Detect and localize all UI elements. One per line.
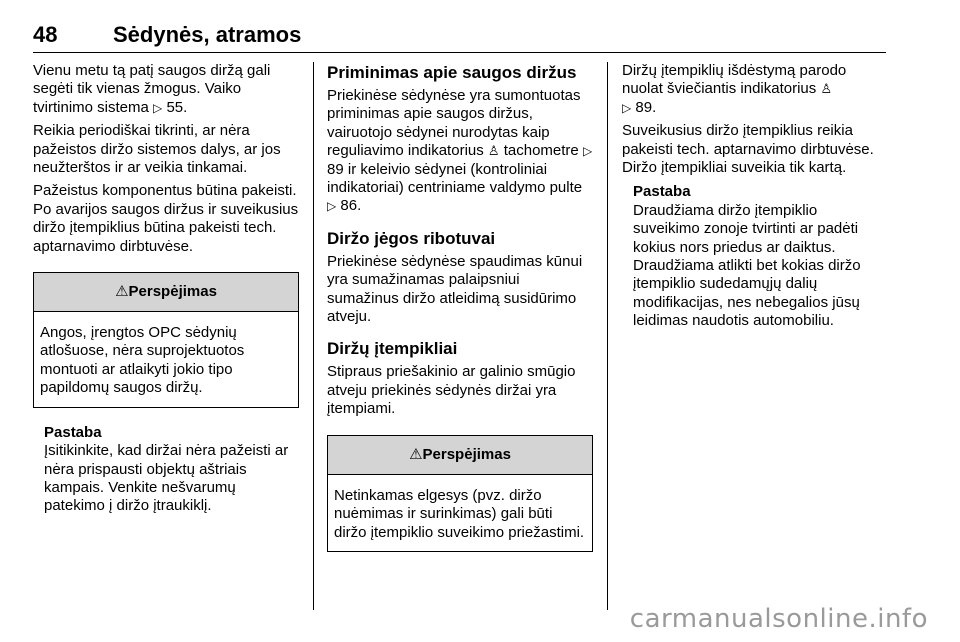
paragraph: Priekinėse sėdynėse yra sumontuotas priminimas apie saugos diržus, vairuotojo sėdynei nurodytas kaip reguliavimo indikatorius ♙ tachometre ▷ 89 ir keleivio sėdynei (kontroliniai indikatoriai) centriniame valdymo pulte ▷ 86.	[327, 87, 593, 215]
column-middle	[327, 62, 593, 552]
page-ref-arrow-icon: ▷	[327, 199, 337, 214]
paragraph: Diržų įtempiklių išdėstymą parodo nuolat šviečiantis indikatorius ♙ ▷ 89.	[622, 62, 847, 116]
column-divider	[607, 62, 608, 610]
page-title: Sėdynės, atramos	[113, 22, 302, 47]
note-block	[633, 183, 888, 330]
warning-triangle-icon: ⚠	[409, 445, 423, 463]
warning-triangle-icon: ⚠	[115, 283, 129, 301]
section-heading: Diržų įtempikliai	[327, 339, 458, 359]
column-left	[33, 62, 299, 516]
note-title: Pastaba	[44, 423, 102, 441]
paragraph: Suveikusius diržo įtempiklius reikia pakeisti tech. aptarnavimo dirbtuvėse. Diržo įtempikliai suveikia tik kartą.	[622, 122, 874, 177]
warning-header: ⚠Perspėjimas	[328, 436, 592, 475]
warning-box	[33, 272, 299, 408]
column-right	[622, 62, 888, 331]
warning-box	[327, 435, 593, 552]
paragraph: Pažeistus komponentus būtina pakeisti. Po avarijos saugos diržus ir suveikusius diržo įtempiklius būtina pakeisti tech. aptarnavimo dirbtuvėse.	[33, 182, 299, 255]
paragraph: Reikia periodiškai tikrinti, ar nėra pažeistos diržo sistemos dalys, ar jos neužterštos ir ar veikia tinkamai.	[33, 122, 281, 177]
note-body: Įsitikinkite, kad diržai nėra pažeisti ar nėra prispausti objektų aštriais kampais. Venkite nešvarumų patekimo į diržo įtraukiklį.	[44, 442, 289, 515]
warning-header: ⚠Perspėjimas	[34, 273, 298, 312]
airbag-indicator-icon: ♙	[820, 81, 833, 97]
watermark: carmanualsonline.info	[629, 604, 928, 634]
page-ref-link[interactable]: 55.	[166, 98, 188, 116]
page-ref-arrow-icon: ▷	[622, 100, 632, 115]
warning-body: Angos, įrengtos OPC sėdynių atlošuose, nėra suprojektuotos montuoti ar atlaikyti jokio tipo papildomų saugos diržų.	[40, 324, 245, 397]
paragraph: Stipraus priešakinio ar galinio smūgio atveju priekinės sėdynės diržai yra įtempiami.	[327, 363, 576, 418]
paragraph: Vienu metu tą patį saugos diržą gali segėti tik vienas žmogus. Vaiko tvirtinimo sistema ▷ 55.	[33, 62, 271, 116]
page-ref-link[interactable]: 89.	[635, 98, 657, 116]
note-block	[44, 424, 299, 516]
page-ref-arrow-icon: ▷	[582, 144, 593, 159]
note-title: Pastaba	[633, 183, 691, 201]
section-heading: Diržo jėgos ribotuvai	[327, 228, 496, 248]
paragraph: Priekinėse sėdynėse spaudimas kūnui yra sumažinamas palaipsniui sumažinus diržo atleidimą susidūrimo atveju.	[327, 252, 583, 326]
seatbelt-reminder-icon: ♙	[487, 143, 500, 159]
page-header	[33, 22, 886, 53]
page-ref-link[interactable]: 86.	[340, 197, 362, 215]
column-divider	[313, 62, 314, 610]
page-ref-link[interactable]: 89	[327, 160, 344, 178]
note-body: Draudžiama diržo įtempiklio suveikimo zonoje tvirtinti ar padėti kokius nors priedus ar daiktus. Draudžiama atlikti bet kokias diržo įtempiklio sudedamųjų dalių modifikacijas, nes nebegalios jūsų leidimas naudotis automobiliu.	[633, 201, 861, 330]
page-ref-arrow-icon: ▷	[153, 100, 163, 115]
section-heading: Priminimas apie saugos diržus	[327, 63, 577, 82]
warning-body: Netinkamas elgesys (pvz. diržo nuėmimas ir surinkimas) gali būti diržo įtempiklio suveikimo priežastimi.	[334, 486, 585, 541]
page-number: 48	[33, 22, 58, 47]
